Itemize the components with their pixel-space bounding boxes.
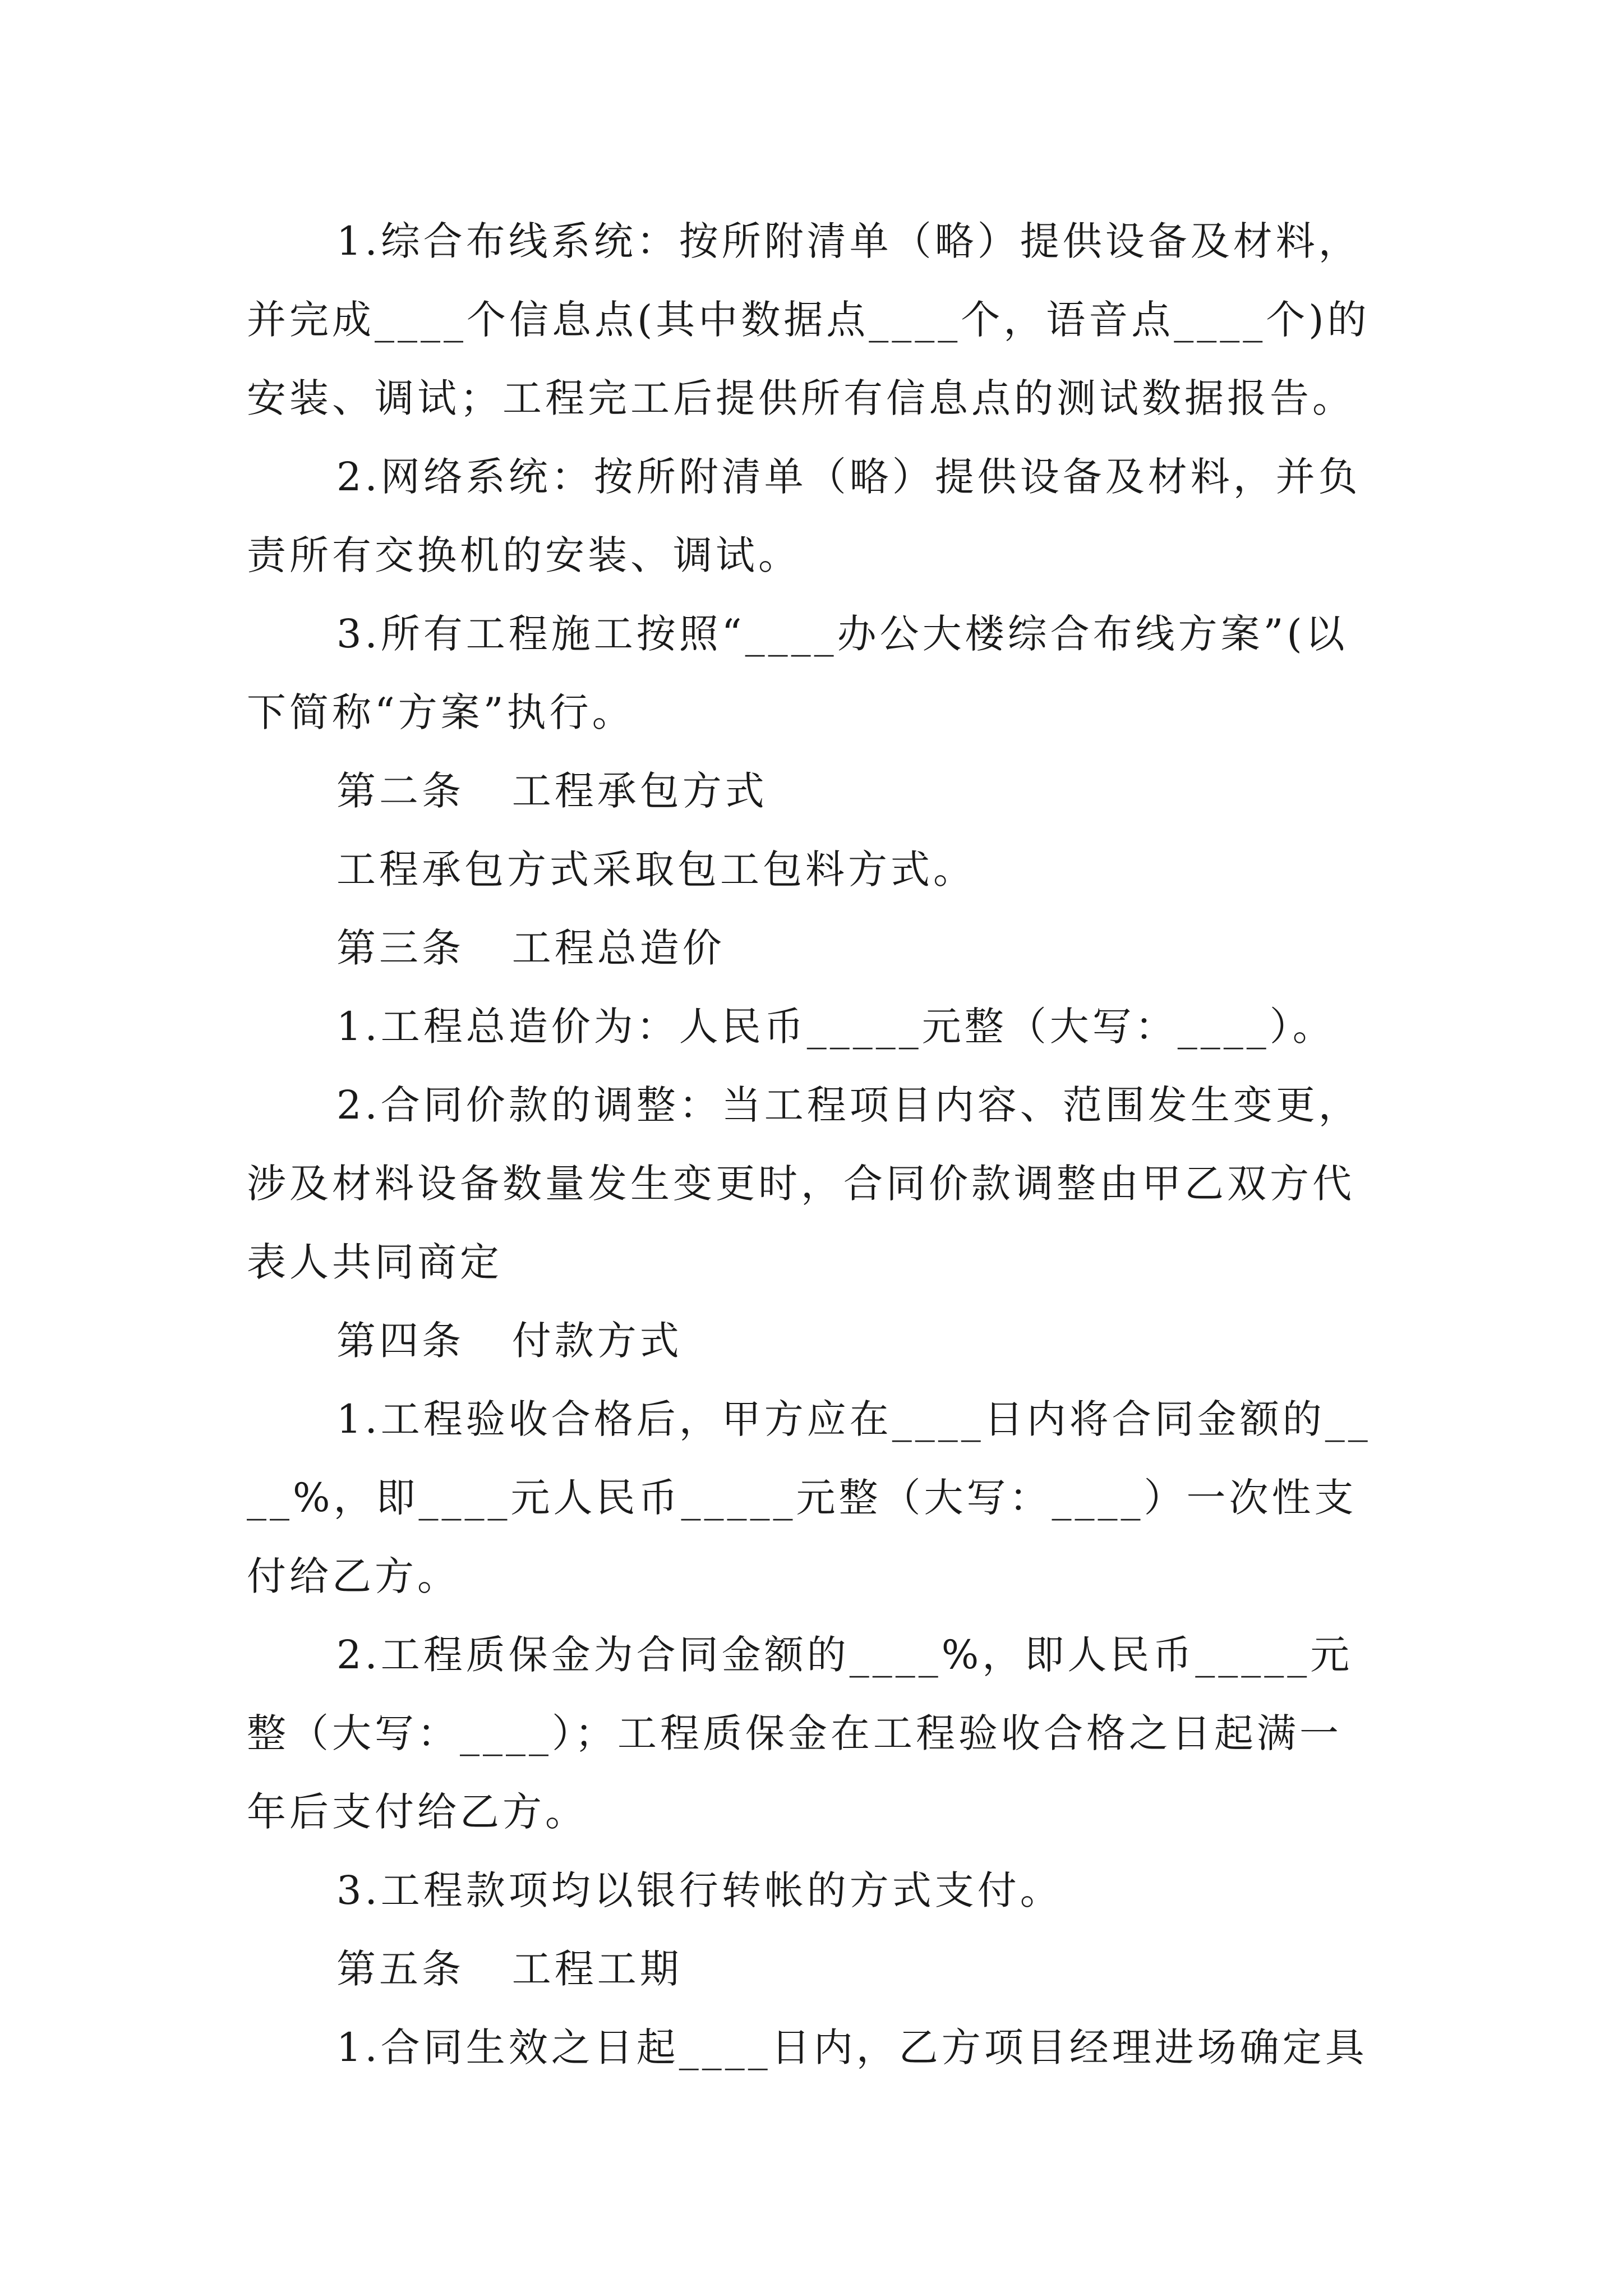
clause-bank-transfer: 3.工程款项均以银行转帐的方式支付。 <box>336 1867 1063 1913</box>
clause-construction-plan: 3.所有工程施工按照“____办公大楼综合布线方案”(以下简称“方案”执行。 <box>247 611 1348 735</box>
clause-total-cost: 1.工程总造价为：人民币_____元整（大写：____）。 <box>336 1004 1335 1050</box>
clause-price-adjustment: 2.合同价款的调整：当工程项目内容、范围发生变更，涉及材料设备数量发生变更时，合同价款调整由甲乙双方代表人共同商定 <box>247 1082 1361 1285</box>
clause-warranty-deposit: 2.工程质保金为合同金额的____%，即人民币_____元整（大写：____）；工程质保金在工程验收合格之日起满一年后支付给乙方。 <box>247 1632 1353 1835</box>
clause-contract-method: 工程承包方式采取包工包料方式。 <box>336 846 976 892</box>
clause-payment-after-acceptance: 1.工程验收合格后，甲方应在____日内将合同金额的____%，即____元人民币_____元整（大写：____）一次性支付给乙方。 <box>247 1396 1371 1599</box>
clause-project-schedule: 1.合同生效之日起____日内，乙方项目经理进场确定具 <box>336 2024 1368 2070</box>
article-3-heading: 第三条 工程总造价 <box>336 925 725 971</box>
article-4-heading: 第四条 付款方式 <box>336 1318 683 1364</box>
document-body <box>247 202 1380 2087</box>
clause-cabling-system: 1.综合布线系统：按所附清单（略）提供设备及材料，并完成____个信息点(其中数据点____个，语音点____个)的安装、调试；工程完工后提供所有信息点的测试数据报告。 <box>247 218 1370 421</box>
clause-network-system: 2.网络系统：按所附清单（略）提供设备及材料，并负责所有交换机的安装、调试。 <box>247 454 1361 578</box>
article-2-heading: 第二条 工程承包方式 <box>336 768 768 814</box>
article-5-heading: 第五条 工程工期 <box>336 1946 683 1992</box>
